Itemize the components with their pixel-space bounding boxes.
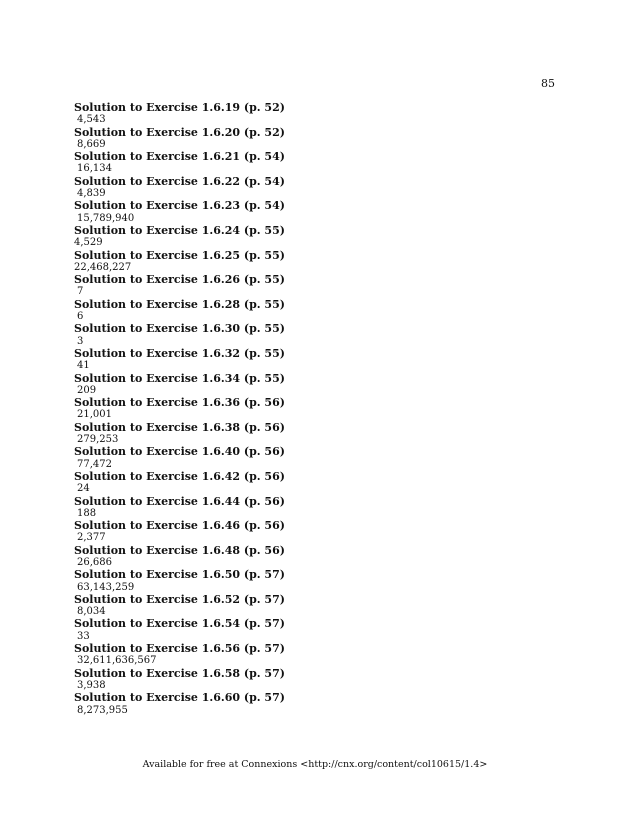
solution-answer: 2,377 <box>77 532 106 544</box>
solution-heading: Solution to Exercise 1.6.54 (p. 57) <box>74 618 285 631</box>
solution-answer: 26,686 <box>77 556 112 568</box>
solution-entry <box>74 373 374 398</box>
solution-heading: Solution to Exercise 1.6.26 (p. 55) <box>74 274 285 287</box>
solution-entry <box>74 594 374 619</box>
solution-entry <box>74 422 374 447</box>
solution-heading: Solution to Exercise 1.6.32 (p. 55) <box>74 347 285 360</box>
solution-entry <box>74 250 374 275</box>
solution-answer: 16,134 <box>77 163 112 175</box>
solution-answer: 188 <box>77 507 97 519</box>
solution-heading: Solution to Exercise 1.6.22 (p. 54) <box>74 175 285 188</box>
solution-answer: 24 <box>77 483 90 495</box>
solution-answer: 6 <box>77 311 84 323</box>
solution-answer: 77,472 <box>77 458 112 470</box>
solutions-list <box>74 102 374 717</box>
solution-entry <box>74 299 374 324</box>
solution-entry <box>74 176 374 201</box>
solution-entry <box>74 545 374 570</box>
solution-heading: Solution to Exercise 1.6.40 (p. 56) <box>74 446 285 459</box>
solution-answer: 8,669 <box>77 138 106 150</box>
solution-entry <box>74 127 374 152</box>
solution-entry <box>74 102 374 127</box>
solution-entry <box>74 274 374 299</box>
solution-answer: 63,143,259 <box>77 581 135 593</box>
solution-heading: Solution to Exercise 1.6.56 (p. 57) <box>74 643 285 656</box>
solution-entry <box>74 643 374 668</box>
solution-answer: 21,001 <box>77 409 112 421</box>
solution-answer: 3,938 <box>77 679 106 691</box>
solution-heading: Solution to Exercise 1.6.24 (p. 55) <box>74 224 285 237</box>
solution-heading: Solution to Exercise 1.6.46 (p. 56) <box>74 520 285 533</box>
solution-answer: 3 <box>77 335 84 347</box>
solution-answer: 4,543 <box>77 114 106 126</box>
solution-heading: Solution to Exercise 1.6.30 (p. 55) <box>74 323 285 336</box>
solution-heading: Solution to Exercise 1.6.20 (p. 52) <box>74 126 285 139</box>
solution-heading: Solution to Exercise 1.6.50 (p. 57) <box>74 569 285 582</box>
solution-heading: Solution to Exercise 1.6.23 (p. 54) <box>74 200 285 213</box>
solution-heading: Solution to Exercise 1.6.28 (p. 55) <box>74 298 285 311</box>
solution-heading: Solution to Exercise 1.6.21 (p. 54) <box>74 151 285 164</box>
solution-answer: 22,468,227 <box>74 261 132 273</box>
page-number: 85 <box>541 77 555 90</box>
solution-heading: Solution to Exercise 1.6.36 (p. 56) <box>74 397 285 410</box>
solution-answer: 33 <box>77 630 90 642</box>
solution-heading: Solution to Exercise 1.6.58 (p. 57) <box>74 667 285 680</box>
solution-entry <box>74 200 374 225</box>
solution-heading: Solution to Exercise 1.6.42 (p. 56) <box>74 470 285 483</box>
solution-entry <box>74 668 374 693</box>
solution-entry <box>74 323 374 348</box>
solution-entry <box>74 348 374 373</box>
solution-answer: 4,839 <box>77 188 106 200</box>
solution-entry <box>74 520 374 545</box>
solution-answer: 4,529 <box>74 237 103 249</box>
page-footer: Available for free at Connexions <http://cnx.org/content/col10615/1.4> <box>142 759 488 770</box>
solution-heading: Solution to Exercise 1.6.34 (p. 55) <box>74 372 285 385</box>
solution-heading: Solution to Exercise 1.6.19 (p. 52) <box>74 102 285 114</box>
solution-answer: 8,034 <box>77 606 106 618</box>
solution-answer: 209 <box>77 384 97 396</box>
solution-heading: Solution to Exercise 1.6.60 (p. 57) <box>74 692 285 705</box>
solution-entry <box>74 151 374 176</box>
solution-entry <box>74 446 374 471</box>
solution-heading: Solution to Exercise 1.6.38 (p. 56) <box>74 421 285 434</box>
solution-answer: 7 <box>77 286 84 298</box>
solution-heading: Solution to Exercise 1.6.25 (p. 55) <box>74 249 285 262</box>
solution-entry <box>74 496 374 521</box>
solution-entry <box>74 569 374 594</box>
solution-answer: 15,789,940 <box>77 212 135 224</box>
solution-entry <box>74 397 374 422</box>
solution-heading: Solution to Exercise 1.6.44 (p. 56) <box>74 495 285 508</box>
solution-entry <box>74 225 374 250</box>
solution-entry <box>74 692 374 717</box>
solution-heading: Solution to Exercise 1.6.52 (p. 57) <box>74 593 285 606</box>
solution-entry <box>74 471 374 496</box>
solution-heading: Solution to Exercise 1.6.48 (p. 56) <box>74 544 285 557</box>
solution-entry <box>74 618 374 643</box>
solution-answer: 32,611,636,567 <box>77 655 157 667</box>
solution-answer: 8,273,955 <box>77 704 128 716</box>
solution-answer: 41 <box>77 360 90 372</box>
solution-answer: 279,253 <box>77 434 119 446</box>
